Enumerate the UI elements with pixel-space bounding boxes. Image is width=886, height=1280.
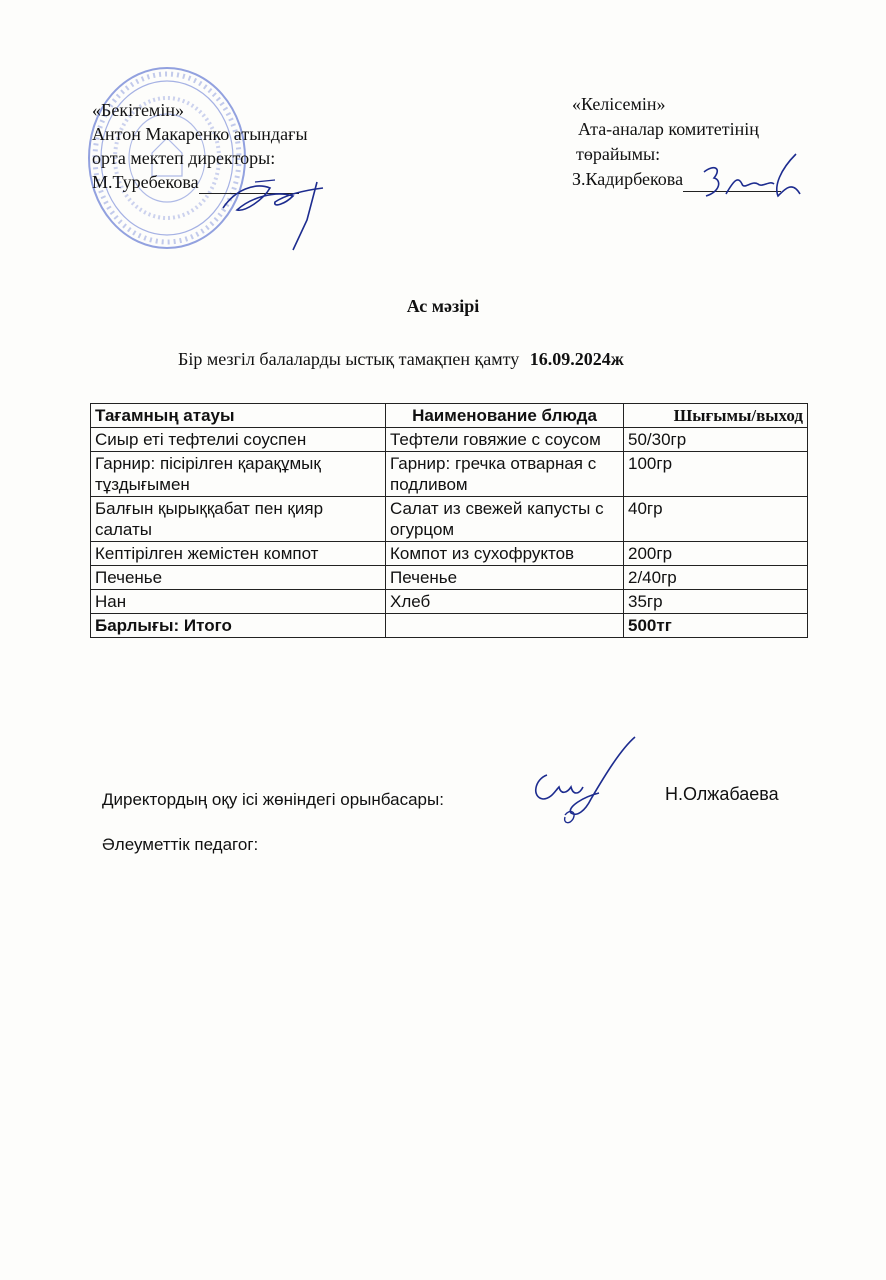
cell-output: 100гр <box>624 452 808 497</box>
table-row <box>91 452 808 497</box>
agreement-position-line: төрайымы: <box>576 144 661 164</box>
table-row <box>91 428 808 452</box>
cell-kazakh-name: Кептірілген жемістен компот <box>91 542 386 566</box>
cell-russian-name: Печенье <box>386 566 624 590</box>
menu-table <box>90 403 808 638</box>
header-kazakh-name: Тағамның атауы <box>91 404 386 428</box>
table-header-row <box>91 404 808 428</box>
cell-kazakh-name: Гарнир: пісірілген қарақұмық тұздығымен <box>91 452 386 497</box>
cell-output: 50/30гр <box>624 428 808 452</box>
director-signature <box>215 160 335 255</box>
subtitle-text: Бір мезгіл балаларды ыстық тамақпен қамту <box>178 349 520 369</box>
cell-russian-name: Тефтели говяжие с соусом <box>386 428 624 452</box>
total-empty-cell <box>386 614 624 638</box>
approval-position-line: орта мектеп директоры: <box>92 148 276 168</box>
header-russian-name: Наименование блюда <box>386 404 624 428</box>
total-label: Барлығы: Итого <box>91 614 386 638</box>
table-row <box>91 497 808 542</box>
subtitle-date: 16.09.2024ж <box>529 349 624 369</box>
page-subtitle <box>178 349 624 370</box>
cell-kazakh-name: Печенье <box>91 566 386 590</box>
cell-output: 40гр <box>624 497 808 542</box>
cell-kazakh-name: Сиыр еті тефтелиі соуспен <box>91 428 386 452</box>
cell-output: 2/40гр <box>624 566 808 590</box>
agreement-committee-line: Ата-аналар комитетінің <box>578 119 759 139</box>
cell-russian-name: Гарнир: гречка отварная с подливом <box>386 452 624 497</box>
approval-school-line: Антон Макаренко атындағы <box>92 124 308 144</box>
cell-output: 200гр <box>624 542 808 566</box>
agreement-heading: «Келісемін» <box>572 94 666 114</box>
table-total-row <box>91 614 808 638</box>
approval-heading: «Бекітемін» <box>92 100 184 120</box>
table-row <box>91 590 808 614</box>
header-output: Шығымы/выход <box>624 404 808 428</box>
agreement-chair-name: З.Кадирбекова <box>572 167 781 192</box>
committee-signature <box>700 150 805 205</box>
cell-output: 35гр <box>624 590 808 614</box>
social-pedagog-label: Әлеуметтік педагог: <box>102 835 259 854</box>
deputy-name: Н.Олжабаева <box>665 784 779 804</box>
table-row <box>91 566 808 590</box>
cell-kazakh-name: Нан <box>91 590 386 614</box>
cell-russian-name: Компот из сухофруктов <box>386 542 624 566</box>
cell-kazakh-name: Балғын қырыққабат пен қияр салаты <box>91 497 386 542</box>
table-row <box>91 542 808 566</box>
deputy-label: Директордың оқу ісі жөніндегі орынбасары: <box>102 790 444 809</box>
page-title: Ас мәзірі <box>406 296 480 316</box>
cell-russian-name: Салат из свежей капусты с огурцом <box>386 497 624 542</box>
approval-director-name: М.Туребекова <box>92 170 308 194</box>
total-price: 500тг <box>624 614 808 638</box>
deputy-signature <box>525 735 640 830</box>
cell-russian-name: Хлеб <box>386 590 624 614</box>
